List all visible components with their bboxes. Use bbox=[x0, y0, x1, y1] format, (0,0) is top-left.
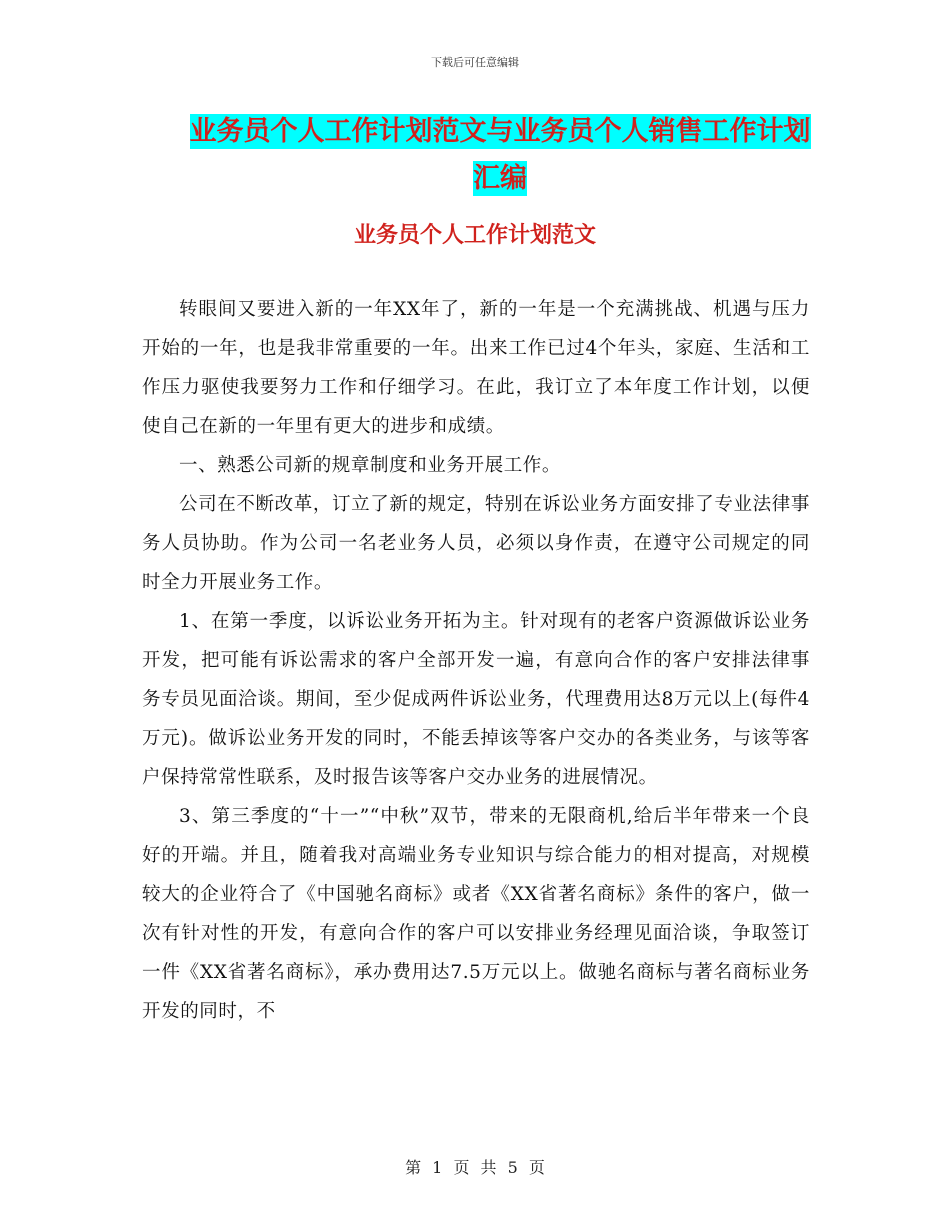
document-title bbox=[140, 108, 860, 202]
paragraph: 1、在第一季度，以诉讼业务开拓为主。针对现有的老客户资源做诉讼业务开发，把可能有诉讼需求的客户全部开发一遍，有意向合作的客户安排法律事务专员见面洽谈。期间，至少促成两件诉讼业务，代理费用达8万元以上(每件4万元)。做诉讼业务开发的同时，不能丢掉该等客户交办的各类业务，与该等客户保持常常性联系，及时报告该等客户交办业务的进展情况。 bbox=[142, 611, 810, 788]
paragraph: 3、第三季度的“十一”“中秋”双节，带来的无限商机,给后半年带来一个良好的开端。并且，随着我对高端业务专业知识与综合能力的相对提高，对规模较大的企业符合了《中国驰名商标》或者《XX省著名商标》条件的客户，做一次有针对性的开发，有意向合作的客户可以安排业务经理见面洽谈，争取签订一件《XX省著名商标》，承办费用达7.5万元以上。做驰名商标与著名商标业务开发的同时，不 bbox=[142, 806, 810, 1022]
paragraph: 转眼间又要进入新的一年XX年了，新的一年是一个充满挑战、机遇与压力开始的一年，也是我非常重要的一年。出来工作已过4个年头，家庭、生活和工作压力驱使我要努力工作和仔细学习。在此，我订立了本年度工作计划，以便使自己在新的一年里有更大的进步和成绩。 bbox=[142, 299, 810, 437]
body-text bbox=[142, 290, 810, 1031]
paragraph: 一、熟悉公司新的规章制度和业务开展工作。 bbox=[179, 455, 562, 476]
document-title-line2: 汇编 bbox=[473, 163, 527, 194]
page-footer: 第 1 页 共 5 页 bbox=[405, 1158, 545, 1177]
document-title-line1: 业务员个人工作计划范文与业务员个人销售工作计划 bbox=[189, 116, 811, 147]
section-title: 业务员个人工作计划范文 bbox=[353, 223, 596, 248]
paragraph: 公司在不断改革，订立了新的规定，特别在诉讼业务方面安排了专业法律事务人员协助。作为公司一名老业务人员，必须以身作责，在遵守公司规定的同时全力开展业务工作。 bbox=[142, 494, 810, 593]
header-note: 下载后可任意编辑 bbox=[431, 56, 519, 69]
